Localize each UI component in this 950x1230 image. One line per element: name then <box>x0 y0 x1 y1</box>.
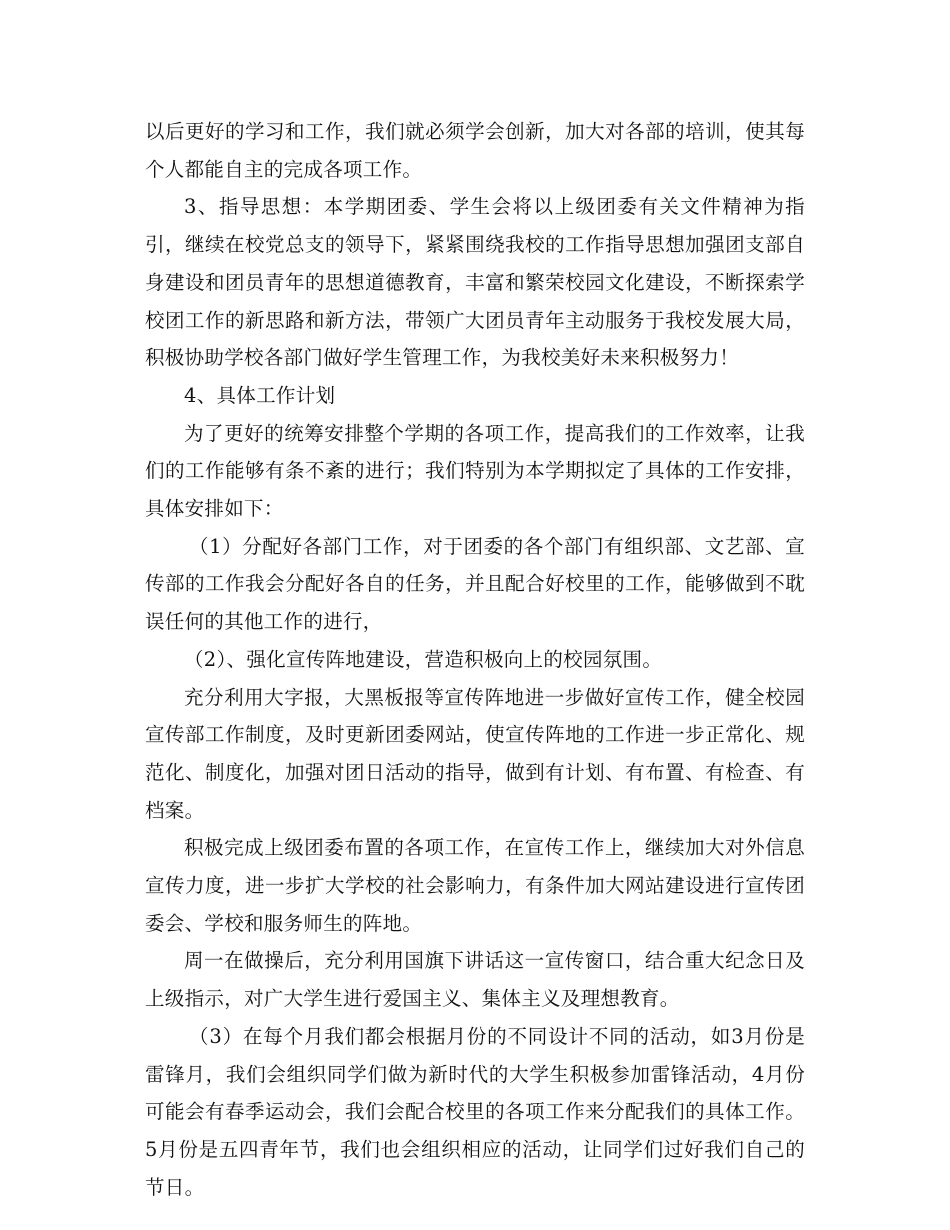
paragraph-monday-flag: 周一在做操后，充分利用国旗下讲话这一宣传窗口，结合重大纪念日及上级指示，对广大学生进行爱国主义、集体主义及理想教育。 <box>145 949 805 1011</box>
paragraph-item-3: （3）在每个月我们都会根据月份的不同设计不同的活动，如3月份是雷锋月，我们会组织同学们做为新时代的大学生积极参加雷锋活动，4月份可能会有春季运动会，我们会配合校里的各项工作来分配我们的具体工作。5月份是五四青年节，我们也会组织相应的活动，让同学们过好我们自己的节日。 <box>145 1024 805 1199</box>
paragraph-item-1: （1）分配好各部门工作，对于团委的各个部门有组织部、文艺部、宣传部的工作我会分配好各自的任务，并且配合好校里的工作，能够做到不耽误任何的其他工作的进行， <box>145 534 805 634</box>
paragraph-plan-intro: 为了更好的统筹安排整个学期的各项工作，提高我们的工作效率，让我们的工作能够有条不紊的进行；我们特别为本学期拟定了具体的工作安排，具体安排如下： <box>145 421 805 521</box>
paragraph-superior-tasks: 积极完成上级团委布置的各项工作，在宣传工作上，继续加大对外信息宣传力度，进一步扩大学校的社会影响力，有条件加大网站建设进行宣传团委会、学校和服务师生的阵地。 <box>145 836 805 935</box>
paragraph-publicity: 充分利用大字报，大黑板报等宣传阵地进一步做好宣传工作，健全校园宣传部工作制度，及时更新团委网站，使宣传阵地的工作进一步正常化、规范化、制度化，加强对团日活动的指导，做到有计划、有布置、有检查、有档案。 <box>145 685 805 822</box>
paragraph-continuation: 以后更好的学习和工作，我们就必须学会创新，加大对各部的培训，使其每个人都能自主的完成各项工作。 <box>145 120 805 181</box>
paragraph-item-2: （2）、强化宣传阵地建设，营造积极向上的校园氛围。 <box>184 647 663 671</box>
section-heading-work-plan: 4、具体工作计划 <box>184 383 336 407</box>
document-body <box>145 113 805 1206</box>
paragraph-guiding-ideology: 3、指导思想：本学期团委、学生会将以上级团委有关文件精神为指引，继续在校党总支的领导下，紧紧围绕我校的工作指导思想加强团支部自身建设和团员青年的思想道德教育，丰富和繁荣校园文化建设，不断探索学校团工作的新思路和新方法，带领广大团员青年主动服务于我校发展大局，积极协助学校各部门做好学生管理工作，为我校美好未来积极努力！ <box>145 195 805 370</box>
